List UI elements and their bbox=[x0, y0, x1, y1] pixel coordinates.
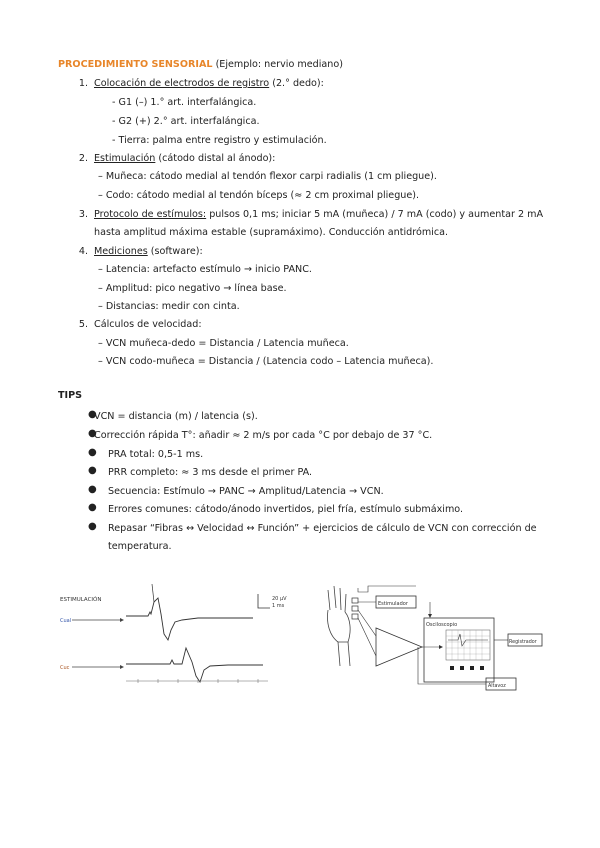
figure-label-trace-a: Cual bbox=[60, 618, 72, 624]
figure-label-trace-b: Cuc bbox=[60, 665, 70, 671]
trace-wrist bbox=[126, 598, 253, 640]
bullet-icon: ● bbox=[88, 409, 97, 420]
electrode-icon bbox=[352, 606, 358, 611]
scale-label-time: 1 ms bbox=[272, 603, 285, 609]
scale-label-amplitude: 20 μV bbox=[272, 596, 287, 602]
tip-item: Errores comunes: cátodo/ánodo invertidos, piel fría, estímulo submáximo. bbox=[108, 504, 464, 515]
bullet-icon: ● bbox=[88, 521, 97, 532]
title-rest: (Ejemplo: nervio mediano) bbox=[215, 59, 343, 70]
step-5 bbox=[74, 318, 202, 331]
step-number: 5. bbox=[78, 319, 88, 330]
step-title: Mediciones bbox=[94, 246, 148, 257]
step-1 bbox=[74, 77, 324, 90]
step-4 bbox=[74, 245, 203, 258]
tip-item: temperatura. bbox=[108, 541, 172, 552]
tip-item: Repasar “Fibras ↔ Velocidad ↔ Función” + ejercicios de cálculo de VCN con corrección de bbox=[108, 523, 537, 534]
step-title-after: (cátodo distal al ánodo): bbox=[155, 153, 276, 164]
step-title: Protocolo de estímulos: bbox=[94, 209, 207, 220]
amplifier-icon bbox=[376, 628, 422, 666]
bullet-icon: ● bbox=[88, 502, 97, 513]
step-line: - G2 (+) 2.° art. interfalángica. bbox=[112, 116, 260, 127]
title-highlight: PROCEDIMIENTO SENSORIAL bbox=[58, 59, 213, 70]
tip-item: Secuencia: Estímulo → PANC → Amplitud/Latencia → VCN. bbox=[108, 486, 384, 497]
section-title bbox=[58, 58, 343, 71]
step-line: - Tierra: palma entre registro y estimulación. bbox=[112, 135, 327, 146]
step-number: 2. bbox=[78, 153, 88, 164]
recorder-label: Registrador bbox=[509, 640, 537, 645]
bullet-icon: ● bbox=[88, 428, 97, 439]
step-title-after: Cálculos de velocidad: bbox=[94, 319, 202, 330]
oscilloscope-grid bbox=[446, 630, 490, 660]
bullet-icon: ● bbox=[88, 447, 97, 458]
step-line: – Amplitud: pico negativo → línea base. bbox=[98, 283, 287, 294]
electrode-icon bbox=[352, 614, 358, 619]
step-title-after: pulsos 0,1 ms; iniciar 5 mA (muñeca) / 7 mA (codo) y aumentar 2 mA bbox=[206, 209, 544, 220]
step-line: – Muñeca: cátodo medial al tendón flexor carpi radialis (1 cm pliegue). bbox=[98, 171, 437, 182]
step-title-after: (2.° dedo): bbox=[269, 78, 324, 89]
step-title-after: (software): bbox=[147, 246, 203, 257]
recording-setup-diagram bbox=[318, 580, 543, 692]
figure-label-stim: ESTIMULACIÓN bbox=[60, 597, 102, 603]
oscilloscope-label: Osciloscopio bbox=[426, 622, 458, 628]
electrode-icon bbox=[352, 598, 358, 603]
arrow-head bbox=[120, 618, 124, 622]
speaker-label: Altavoz bbox=[488, 684, 506, 689]
oscilloscope-screen bbox=[446, 630, 490, 660]
step-2 bbox=[74, 152, 275, 165]
step-line: – VCN muñeca-dedo = Distancia / Latencia muñeca. bbox=[98, 338, 349, 349]
tip-item: PRA total: 0,5-1 ms. bbox=[108, 449, 204, 460]
step-line: – Codo: cátodo medial al tendón bíceps (≈ 2 cm proximal pliegue). bbox=[98, 190, 420, 201]
arrow-head bbox=[120, 665, 124, 669]
bullet-icon: ● bbox=[88, 465, 97, 476]
wrist-sketch bbox=[338, 642, 350, 666]
step-number: 3. bbox=[78, 209, 88, 220]
wire bbox=[358, 618, 376, 656]
tip-item: VCN = distancia (m) / latencia (s). bbox=[94, 411, 258, 422]
tips-title: TIPS bbox=[58, 390, 83, 401]
oscilloscope-knobs bbox=[450, 666, 484, 670]
stim-artifact bbox=[152, 584, 154, 602]
step-number: 4. bbox=[78, 246, 88, 257]
step-title: Colocación de electrodos de registro bbox=[94, 78, 270, 89]
step-line: – Latencia: artefacto estímulo → inicio PANC. bbox=[98, 264, 312, 275]
arrow-head bbox=[428, 614, 432, 618]
step-title: Estimulación bbox=[94, 153, 156, 164]
step-line: – VCN codo-muñeca = Distancia / (Latencia codo – Latencia muñeca). bbox=[98, 356, 434, 367]
step-line: – Distancias: medir con cinta. bbox=[98, 301, 240, 312]
step-line: - G1 (–) 1.° art. interfalángica. bbox=[112, 97, 257, 108]
trace-elbow bbox=[126, 648, 263, 682]
arrow-head bbox=[439, 645, 443, 649]
bullet-icon: ● bbox=[88, 484, 97, 495]
tip-item: PRR completo: ≈ 3 ms desde el primer PA. bbox=[108, 467, 313, 478]
hand-sketch-icon bbox=[327, 586, 350, 642]
tip-item: Corrección rápida T°: añadir ≈ 2 m/s por cada °C por debajo de 37 °C. bbox=[94, 430, 433, 441]
wire bbox=[358, 586, 416, 592]
step-line: hasta amplitud máxima estable (supramáximo). Conducción antidrómica. bbox=[94, 227, 449, 238]
scale-bar bbox=[258, 594, 270, 608]
stimulator-label: Estimulador bbox=[378, 601, 408, 607]
step-number: 1. bbox=[78, 78, 88, 89]
step-3 bbox=[74, 208, 543, 221]
nerve-potential-figure bbox=[58, 578, 303, 683]
